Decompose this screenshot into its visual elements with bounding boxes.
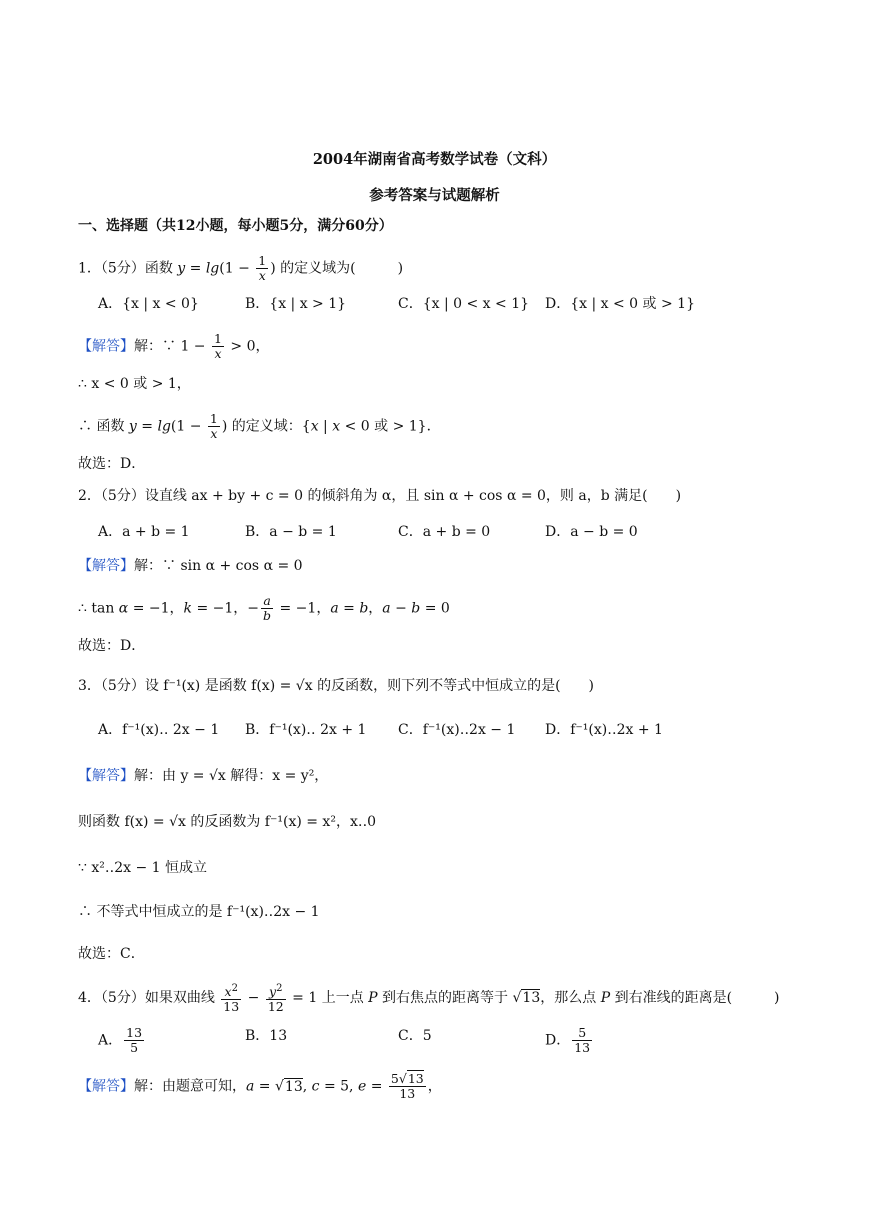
q3-option-b: B．f⁻¹(x)‥ 2x + 1 xyxy=(245,722,367,738)
q4-option-a: A． $\frac{13}{5}$ xyxy=(98,1025,143,1055)
q1-sol-4: 故选：D． xyxy=(78,456,146,472)
q2-sol-1: 【解答】解：∵ sin α + cos α = 0 xyxy=(78,558,303,574)
q1-stem: 1．（5分）函数 y = lg(1 − $\frac{1}{x}$ ) 的定义域为( ) xyxy=(78,253,404,283)
q3-sol-2: 则函数 f(x) = √x 的反函数为 f⁻¹(x) = x²，x‥0 xyxy=(78,814,377,830)
q2-sol-2: ∴ tan α = −1，k = −1，− $\frac{a}{b}$ = −1，a = b，a − b = 0 xyxy=(78,593,450,623)
answer-tag: 【解答】 xyxy=(78,558,134,574)
q4-stem: 4．（5分）如果双曲线 $\frac{x^2}{13}$ − $\frac{y^2}{12}$ = 1 上一点 P 到右焦点的距离等于 √13，那么点 P 到右准线的距离是( ) xyxy=(78,983,780,1015)
q3-stem: 3．（5分）设 f⁻¹(x) 是函数 f(x) = √x 的反函数，则下列不等式中恒成立的是( ) xyxy=(78,678,594,694)
q1-option-b: B．{x | x > 1} xyxy=(245,296,347,312)
answer-tag: 【解答】 xyxy=(78,768,134,784)
q1-option-a: A．{x | x < 0} xyxy=(98,296,199,312)
q2-option-d: D．a − b = 0 xyxy=(545,524,638,540)
q1-sol-1: 【解答】解：∵ 1 − $\frac{1}{x}$ > 0， xyxy=(78,331,270,361)
q4-option-b: B．13 xyxy=(245,1028,288,1044)
q2-option-a: A．a + b = 1 xyxy=(98,524,190,540)
section-heading: 一、选择题（共12小题，每小题5分，满分60分） xyxy=(78,218,393,234)
q4-sol-1: 【解答】解：由题意可知，a = √13, c = 5, e = $\frac{5√13}{13}$ ， xyxy=(78,1071,442,1101)
q3-option-a: A．f⁻¹(x)‥ 2x − 1 xyxy=(98,722,220,738)
q2-option-c: C．a + b = 0 xyxy=(398,524,491,540)
q4-option-c: C．5 xyxy=(398,1028,432,1044)
q3-option-d: D．f⁻¹(x)‥2x + 1 xyxy=(545,722,663,738)
q3-sol-3: ∵ x²‥2x − 1 恒成立 xyxy=(78,860,207,876)
q3-sol-1: 【解答】解：由 y = √x 解得：x = y²， xyxy=(78,768,329,784)
q1-option-c: C．{x | 0 < x < 1} xyxy=(398,296,530,312)
q3-sol-5: 故选：C． xyxy=(78,946,145,962)
page-subtitle: 参考答案与试题解析 xyxy=(369,187,500,204)
q1-sol-3: ∴ 函数 y = lg(1 − $\frac{1}{x}$ ) 的定义域：{x | x < 0 或 > 1}． xyxy=(78,411,441,441)
q4-option-d: D． $\frac{5}{13}$ xyxy=(545,1025,591,1055)
answer-tag: 【解答】 xyxy=(78,1078,134,1095)
q2-stem: 2．（5分）设直线 ax + by + c = 0 的倾斜角为 α，且 sin α + cos α = 0，则 a，b 满足( ) xyxy=(78,488,682,504)
q1-sol-2: ∴ x < 0 或 > 1， xyxy=(78,376,191,392)
page-title: 2004年湖南省高考数学试卷（文科） xyxy=(312,151,557,168)
q3-option-c: C．f⁻¹(x)‥2x − 1 xyxy=(398,722,516,738)
q2-option-b: B．a − b = 1 xyxy=(245,524,337,540)
q2-sol-3: 故选：D． xyxy=(78,638,146,654)
q1-option-d: D．{x | x < 0 或 > 1} xyxy=(545,296,695,312)
answer-tag: 【解答】 xyxy=(78,338,134,355)
q3-sol-4: ∴ 不等式中恒成立的是 f⁻¹(x)‥2x − 1 xyxy=(78,904,320,920)
